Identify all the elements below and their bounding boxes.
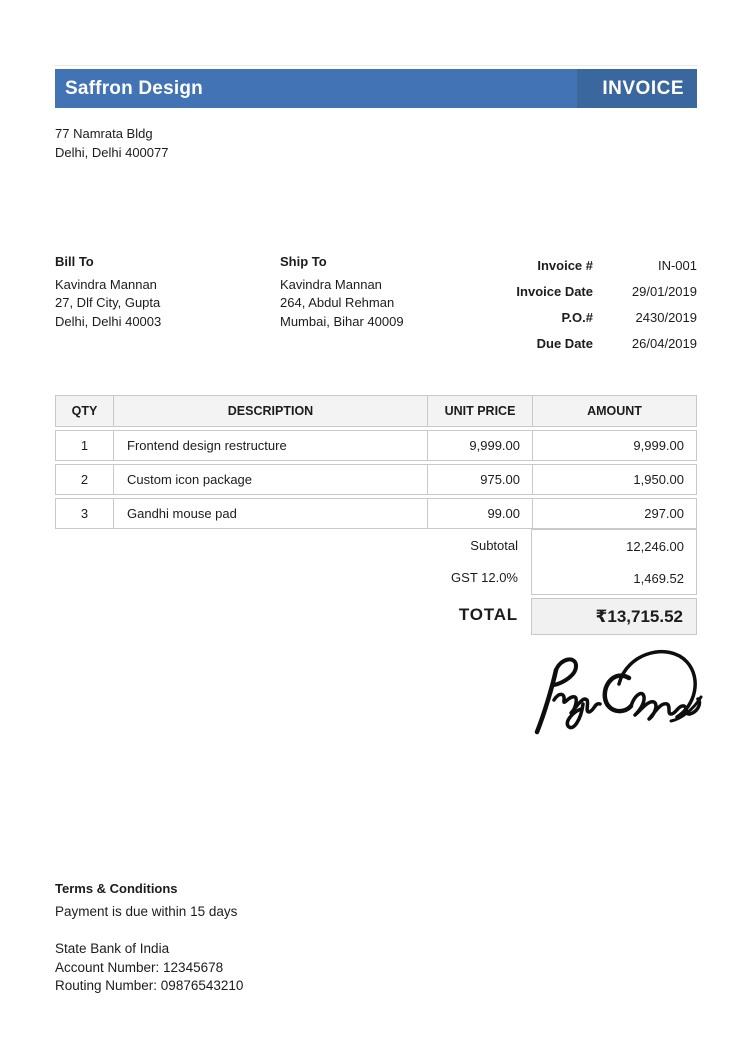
bank-name: State Bank of India [55, 941, 170, 956]
header-bar [55, 69, 697, 108]
ship-to-block [280, 253, 492, 356]
meta-label: Invoice # [537, 257, 593, 273]
cell-unit-price: 9,999.00 [427, 431, 532, 460]
cell-description: Custom icon package [113, 465, 427, 494]
cell-description: Gandhi mouse pad [113, 499, 427, 528]
parties-section [55, 253, 697, 356]
total-label: TOTAL [458, 605, 518, 624]
company-address [55, 124, 168, 162]
meta-value: 29/01/2019 [631, 283, 697, 299]
column-header-qty: QTY [71, 404, 98, 418]
table-row [55, 430, 697, 461]
tax-value: 1,469.52 [633, 570, 684, 586]
cell-amount: 297.00 [532, 499, 696, 528]
totals-section [55, 529, 697, 635]
meta-label: P.O.# [561, 309, 593, 325]
subtotal-box [531, 529, 697, 595]
bank-details [55, 940, 243, 996]
ship-to-line1: 264, Abdul Rehman [280, 295, 395, 310]
terms-body: Payment is due within 15 days [55, 904, 238, 919]
cell-unit-price: 99.00 [427, 499, 532, 528]
invoice-title-box [577, 69, 697, 108]
signature-icon [523, 640, 703, 750]
signature-image [523, 640, 703, 750]
cell-unit-price: 975.00 [427, 465, 532, 494]
meta-value: 26/04/2019 [631, 335, 697, 351]
meta-value: IN-001 [657, 257, 697, 273]
company-name: Saffron Design [65, 77, 203, 99]
column-header-unit-price: UNIT PRICE [427, 396, 532, 426]
bill-to-block [55, 253, 280, 356]
meta-row-due-date [492, 330, 697, 356]
tax-label: GST 12.0% [451, 569, 518, 585]
terms-section [55, 881, 237, 919]
ship-to-label: Ship To [280, 254, 327, 269]
cell-amount: 9,999.00 [532, 431, 696, 460]
meta-row-invoice-date [492, 278, 697, 304]
meta-row-invoice-number [492, 252, 697, 278]
bill-to-line2: Delhi, Delhi 40003 [55, 313, 162, 329]
totals-labels [55, 529, 531, 595]
column-header-amount: AMOUNT [532, 396, 696, 426]
bill-to-label: Bill To [55, 254, 94, 269]
invoice-meta [492, 252, 697, 356]
bank-routing-number: Routing Number: 09876543210 [55, 978, 244, 993]
meta-row-po-number [492, 304, 697, 330]
meta-label: Invoice Date [516, 283, 593, 299]
cell-qty: 2 [80, 472, 89, 487]
subtotal-label: Subtotal [470, 537, 518, 553]
bank-account-number: Account Number: 12345678 [55, 959, 224, 975]
column-header-description: DESCRIPTION [113, 396, 427, 426]
terms-heading: Terms & Conditions [55, 881, 178, 896]
cell-qty: 3 [80, 506, 89, 521]
meta-label: Due Date [536, 335, 593, 351]
cell-qty: 1 [80, 438, 89, 453]
company-address-line1: 77 Namrata Bldg [55, 126, 153, 141]
cell-amount: 1,950.00 [532, 465, 696, 494]
table-row [55, 464, 697, 495]
document-title: INVOICE [602, 77, 684, 99]
top-divider [55, 65, 697, 66]
totals-values [531, 529, 697, 595]
ship-to-name: Kavindra Mannan [280, 276, 382, 292]
ship-to-line2: Mumbai, Bihar 40009 [280, 313, 404, 329]
bill-to-line1: 27, Dlf City, Gupta [55, 295, 161, 310]
total-value: ₹13,715.52 [531, 598, 697, 635]
subtotal-value: 12,246.00 [626, 538, 684, 554]
table-row [55, 498, 697, 529]
bill-to-name: Kavindra Mannan [55, 276, 157, 292]
line-items-table [55, 395, 697, 529]
table-header-row [55, 395, 697, 427]
meta-value: 2430/2019 [635, 309, 697, 325]
cell-description: Frontend design restructure [113, 431, 427, 460]
company-address-line2: Delhi, Delhi 400077 [55, 145, 169, 160]
